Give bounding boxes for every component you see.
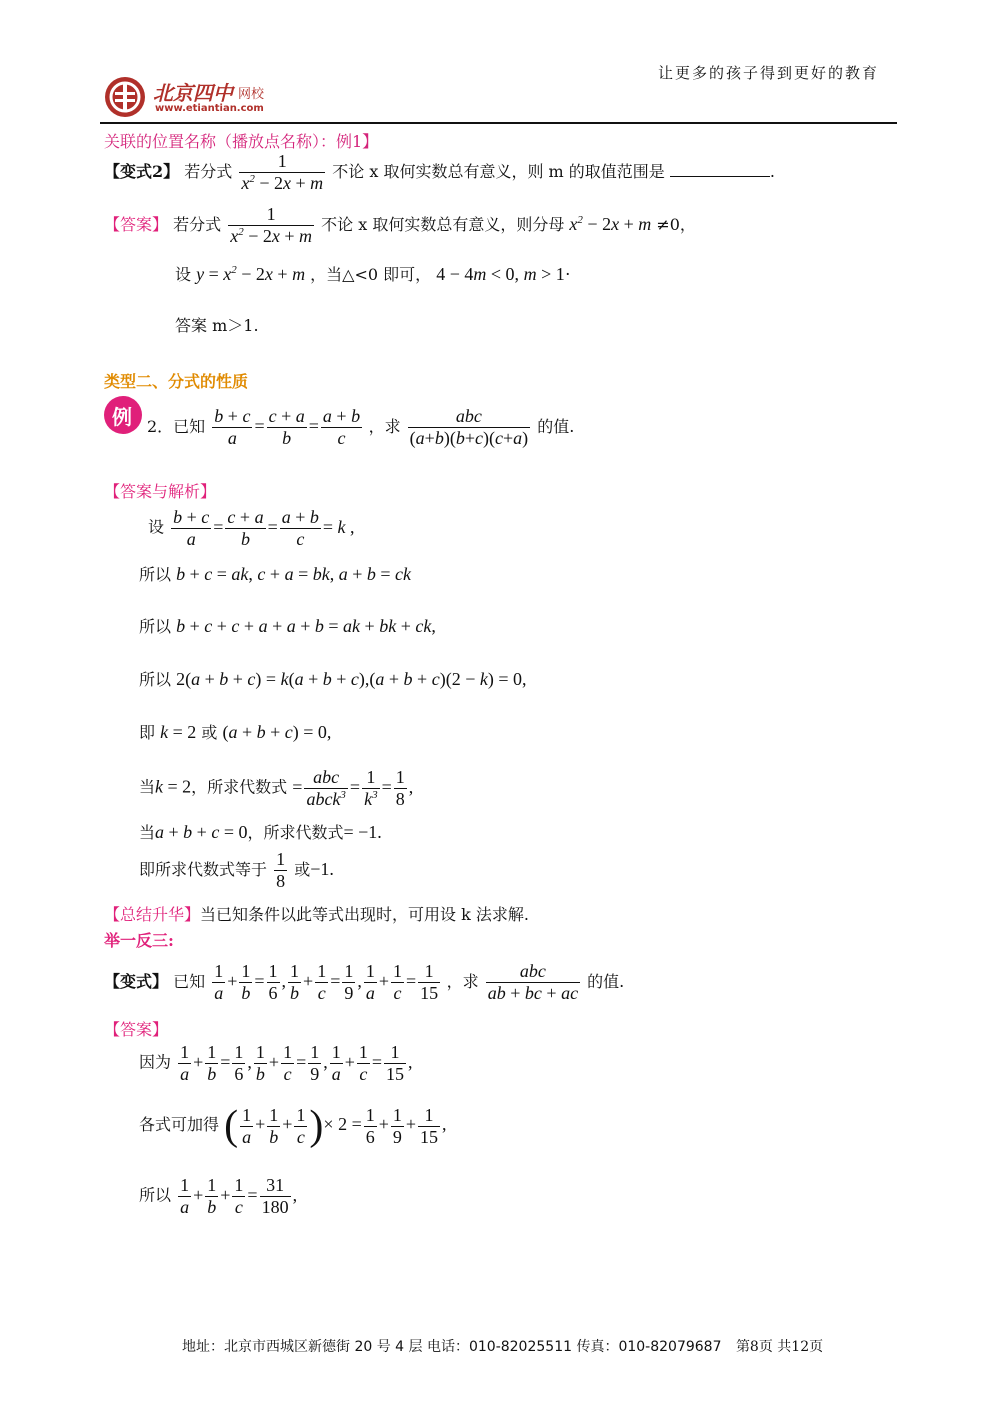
variant2-fraction: $\frac{1}{x^2 - 2x + m}$ (241, 151, 324, 193)
analysis-final: 即所求代数式等于 (139, 859, 268, 879)
analysis-value1: = $\frac{\text{abc}}{abck^3}$ = $\frac{1}{k^3}$ = $\frac{1}{8}$ , (292, 767, 414, 809)
analysis-eq4: 2(a + b + c) = k(a + b + c),(a + b + c)(2 − k) = 0, (176, 669, 527, 689)
analysis-dang-2: 当 (139, 823, 156, 842)
analysis-final-frac: $\frac{1}{8}$ (276, 849, 286, 891)
variant2-text2: 不论 x 取何实数总有意义，则 m 的取值范围是 (332, 161, 665, 181)
variant-line (104, 962, 624, 1003)
example2-tail: 的值. (537, 416, 575, 436)
section2-title: 类型二、分式的性质 (104, 372, 249, 391)
analysis-final-huo: 或 (294, 859, 311, 879)
analysis-k2: k = 2 (160, 722, 197, 742)
variant-tail: 的值. (587, 971, 625, 991)
analysis-k-eq-2: k = 2 (155, 776, 192, 797)
answer2-suoyi: 所以 (139, 1185, 172, 1205)
header-divider (100, 122, 897, 124)
variant-text1: 已知 (173, 971, 206, 991)
answer2-tag: 【答案】 (104, 1020, 169, 1039)
example2-line (147, 407, 574, 448)
answer1-fraction: $\frac{1}{x^2 - 2x + m}$ (230, 204, 313, 246)
variant-ask: ，求 (446, 971, 479, 991)
answer1-line2 (175, 262, 571, 285)
answer2-sum: ( $\frac{1}{a}$ + $\frac{1}{b}$ + $\frac{1}{c}$ )× 2 = $\frac{1}{6}$ + $\frac{1}{9}$ + $\frac{1}{15}$ , (224, 1103, 447, 1149)
answer2-line2 (139, 1105, 447, 1147)
analysis-suoyi-2: 所以 (139, 617, 172, 636)
answer2-line1 (139, 1043, 413, 1084)
footer-page: 第8页 共12页 (735, 1339, 824, 1355)
analysis-set-k: $\frac{b + c}{a}$ = $\frac{c + a}{b}$ = $\frac{a + b}{c}$ = k , (173, 507, 355, 549)
analysis-line3 (139, 614, 436, 637)
logo-name: 北京四中 (153, 81, 233, 105)
answer1-y-def: $y = x^2 - 2x + m$ (196, 264, 306, 284)
analysis-suoyi-3: 所以 (139, 670, 172, 689)
variant-expression: $\frac{\text{abc}}{ab + bc + ac}$ (487, 961, 579, 1003)
analysis-line6 (139, 768, 413, 809)
analysis-line4 (139, 667, 527, 690)
analysis-sum0: (a + b + c) = 0, (222, 722, 332, 742)
analysis-she: 设 (148, 517, 165, 537)
analysis-line5 (139, 720, 331, 743)
variant2-tail: . (769, 161, 775, 181)
example-badge (104, 396, 142, 434)
analysis-line7 (139, 820, 382, 843)
answer1-line3: 答案 m＞1. (175, 316, 259, 335)
answer-blank (670, 176, 770, 177)
answer1-text1a: 若分式 (173, 214, 222, 234)
answer2-line3 (139, 1176, 297, 1217)
answer1-tag: 【答案】 (104, 214, 169, 234)
school-logo-icon (103, 75, 147, 119)
header-slogan: 让更多的孩子得到更好的教育 (658, 64, 880, 82)
example-badge-text: 例 (112, 405, 132, 429)
variant2-line (104, 152, 775, 193)
example2-expression: $\frac{\text{abc}}{(a+b)(b+c)(c+a)}$ (409, 406, 529, 448)
summary-line (104, 902, 529, 925)
related-location: 关联的位置名称（播放点名称）：例1】 (104, 132, 379, 151)
analysis-line8 (139, 850, 334, 891)
example2-ask: ，求 (368, 416, 401, 436)
answer2-yinwei: 因为 (139, 1052, 172, 1072)
example2-num: 2．已知 (147, 416, 206, 436)
analysis-req-2: ，所求代数式 (247, 823, 344, 842)
summary-text: 当已知条件以此等式出现时，可用设 k 法求解. (200, 905, 529, 924)
juyi-fansan: 举一反三: (104, 931, 174, 950)
summary-tag: 【总结升华】 (104, 905, 201, 924)
answer2-gexi: 各式可加得 (139, 1115, 220, 1135)
answer1-text1b: 不论 x 取何实数总有意义，则分母 (321, 214, 565, 234)
logo-sub: 网校 (238, 87, 265, 102)
answer1-text1c: ≠0， (656, 214, 696, 234)
variant2-tag: 【变式2】 (104, 161, 180, 181)
variant-equations: $\frac{1}{a}$ + $\frac{1}{b}$ = $\frac{1}{6}$ , $\frac{1}{b}$ + $\frac{1}{c}$ = $\frac{1}{9}$ , $\frac{1}{a}$ + $\frac{1}{c}$ = $\frac{1}{15}$ (214, 961, 439, 1004)
answer1-text2b: ，当△<0 即可， (310, 265, 432, 284)
analysis-eq3: b + c + c + a + a + b = ak + bk + ck, (176, 616, 436, 636)
analysis-sum-zero: a + b + c = 0 (155, 822, 248, 842)
example2-equation: $\frac{b + c}{a}$ = $\frac{c + a}{b}$ = $\frac{a + b}{c}$ (214, 406, 361, 449)
footer (182, 1336, 823, 1356)
analysis-final-neg: −1. (310, 858, 334, 879)
analysis-line1 (148, 508, 355, 549)
answer1-inequality: 4 − 4m < 0, m > 1· (436, 264, 571, 284)
answer1-line1 (104, 205, 696, 246)
logo (103, 75, 283, 121)
analysis-ji: 即 (139, 723, 156, 742)
footer-address: 地址：北京市西城区新德街 20 号 4 层 电话：010-82025511 传真：010-82079687 (182, 1339, 722, 1355)
analysis-tag: 【答案与解析】 (104, 482, 217, 501)
analysis-suoyi-1: 所以 (139, 565, 172, 584)
answer1-denominator: $x^2 - 2x + m$ (569, 213, 652, 234)
answer2-equations: $\frac{1}{a}$ + $\frac{1}{b}$ = $\frac{1}{6}$ , $\frac{1}{b}$ + $\frac{1}{c}$ = $\frac{1}{9}$ , $\frac{1}{a}$ + $\frac{1}{c}$ = $\frac{1}{15}$ , (180, 1042, 413, 1084)
analysis-req-1: ，所求代数式 (191, 777, 288, 797)
analysis-dang-1: 当 (139, 777, 156, 797)
variant-tag: 【变式】 (104, 971, 169, 991)
analysis-value2: = −1. (343, 822, 382, 842)
analysis-eq2: b + c = ak, c + a = bk, a + b = ck (176, 564, 412, 584)
analysis-huo: 或 (201, 723, 218, 742)
variant2-text1: 若分式 (184, 161, 233, 181)
answer2-result: $\frac{1}{a}$ + $\frac{1}{b}$ + $\frac{1}{c}$ = $\frac{31}{180}$ , (180, 1175, 298, 1217)
answer1-text2a: 设 (175, 265, 192, 284)
analysis-line2 (139, 562, 411, 585)
logo-url: www.etiantian.com (155, 103, 264, 114)
